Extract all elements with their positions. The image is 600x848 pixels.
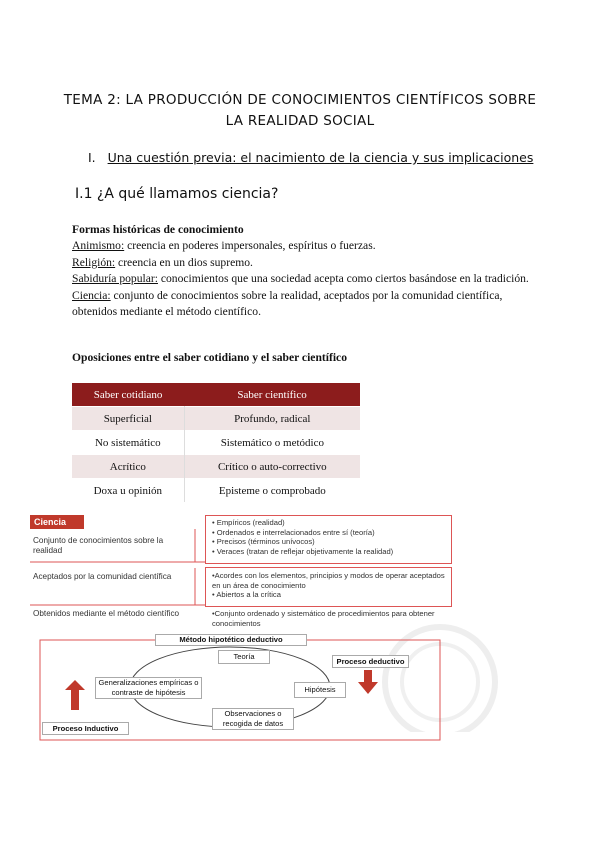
table-row: Superficial Profundo, radical (72, 407, 360, 431)
left-item: Aceptados por la comunidad científica (33, 572, 172, 581)
left-item: Obtenidos mediante el método científico (33, 609, 180, 618)
inductivo-box: Proceso Inductivo (42, 722, 129, 735)
table-row: No sistemático Sistemático o metódico (72, 431, 360, 455)
hipotesis-box: Hipótesis (294, 682, 346, 698)
teoria-box: Teoría (218, 650, 270, 664)
section-title: Una cuestión previa: el nacimiento de la ciencia y sus implicaciones (107, 150, 534, 165)
formas-block (72, 222, 532, 320)
formas-item: Ciencia: conjunto de conocimientos sobre la realidad, aceptados por la comunidad científica, obtenidos mediante el método científico. (72, 288, 503, 319)
formas-item: Animismo: creencia en poderes impersonales, espíritus o fuerzas. (72, 239, 376, 253)
formas-item: Sabiduría popular: conocimientos que una sociedad acepta como ciertos basándose en la tradición. (72, 272, 529, 286)
ciencia-diagram (30, 512, 450, 752)
table-row: Doxa u opinión Episteme o comprobado (72, 479, 360, 503)
section-heading-1 (88, 150, 533, 165)
page-title: TEMA 2: LA PRODUCCIÓN DE CONOCIMIENTOS CIENTÍFICOS SOBRE LA REALIDAD SOCIAL (63, 92, 537, 129)
subsection-heading: I.1 ¿A qué llamamos ciencia? (75, 186, 279, 202)
table-header: Saber cotidiano (72, 383, 184, 407)
formas-item: Religión: creencia en un dios supremo. (72, 255, 253, 269)
left-item: Conjunto de conocimientos sobre la realidad (33, 536, 164, 555)
table-row: Acrítico Crítico o auto-correctivo (72, 455, 360, 479)
section-number: I. (88, 150, 96, 165)
oposiciones-heading: Oposiciones entre el saber cotidiano y el saber científico (72, 351, 348, 364)
formas-heading: Formas históricas de conocimiento (72, 223, 244, 236)
ciencia-label: Ciencia (30, 515, 84, 529)
metodo-title: Método hipotético deductivo (155, 634, 307, 646)
right-item-list: •Conjunto ordenado y sistemático de procedimientos para obtener conocimientos (212, 609, 435, 628)
right-item-list: • Empíricos (realidad) • Ordenados e interrelacionados entre sí (teoría) • Precisos (términos unívocos) • Veraces (tratan de reflejar objetivamente la realidad) (212, 518, 394, 556)
table-header: Saber científico (184, 383, 360, 407)
deductivo-box: Proceso deductivo (332, 655, 409, 668)
saberes-table (72, 383, 360, 502)
generalizaciones-box: Generalizaciones empíricas o contraste de hipótesis (95, 677, 202, 699)
right-item-list: •Acordes con los elementos, principios y modos de operar aceptados en un área de conocimiento • Abiertos a la crítica (212, 571, 445, 599)
observaciones-box: Observaciones o recogida de datos (212, 708, 294, 730)
